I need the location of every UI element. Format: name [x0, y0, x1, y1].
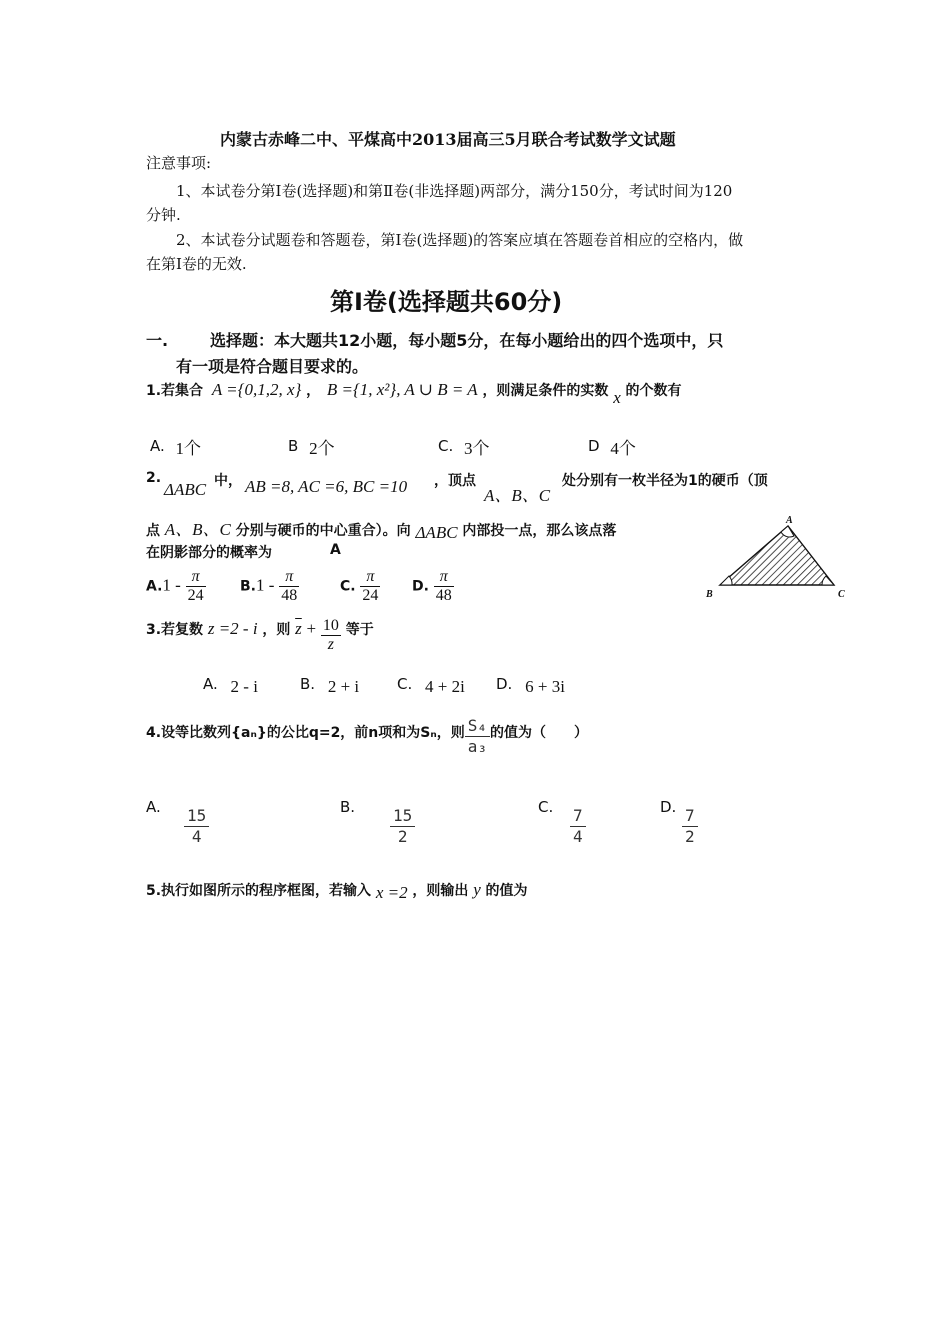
q2-line2-triangle: ΔABC: [415, 523, 458, 542]
q4-suffix: 的值为（ ）: [490, 725, 589, 741]
q2-option-a-fraction: [186, 568, 206, 605]
q5-suffix: 的值为: [485, 883, 528, 899]
q1-option-a: [150, 431, 201, 456]
q1-option-c-value: 3个: [464, 439, 490, 458]
q4-option-a-label: A.: [146, 798, 161, 816]
q2-option-d-den: 48: [435, 587, 452, 604]
q2-line2-c: 内部投一点，那么该点落: [462, 523, 617, 539]
q2-option-b-fraction: [279, 568, 299, 605]
q2-number: 2.: [146, 470, 162, 486]
q5-prefix: 5.执行如图所示的程序框图，若输入: [146, 883, 372, 899]
q2-option-b-num: π: [285, 568, 294, 585]
q2-option-d-num: π: [439, 568, 448, 585]
part-desc-line1: 选择题：本大题共12小题，每小题5分，在每小题给出的四个选项中，只: [210, 331, 724, 350]
q3-option-c-label: C.: [397, 675, 413, 693]
question-4: [146, 716, 589, 763]
q4-option-c-den: 4: [570, 826, 586, 847]
q3-prefix: 3.若复数: [146, 621, 204, 638]
q5-input: x =2: [375, 883, 408, 902]
triangle-figure: [700, 512, 860, 602]
q2-option-c-den: 24: [362, 587, 379, 604]
q2-sides: AB =8, AC =6, BC =10: [245, 477, 408, 496]
q3-option-a: [203, 674, 258, 694]
q4-fraction: [465, 716, 490, 757]
q3-option-b-label: B.: [300, 675, 316, 693]
corner-sector-b: [720, 576, 732, 585]
q2-option-d-label: D.: [412, 578, 429, 595]
q3-option-a-value: 2 - i: [230, 677, 258, 696]
notice-1-line2: 分钟.: [146, 206, 181, 224]
figure-label-b: B: [706, 589, 713, 600]
q2-option-b-label: B.: [240, 578, 256, 595]
q2-option-b: [240, 568, 299, 605]
q1-prefix: 1.若集合: [146, 383, 204, 399]
q4-option-c-fraction: [570, 806, 586, 847]
notice-1-line1: 1、本试卷分第Ⅰ卷(选择题)和第Ⅱ卷(非选择题)两部分，满分150分，考试时间为120: [176, 182, 733, 200]
q2-option-b-pre: 1 -: [256, 575, 275, 595]
q3-option-d: [496, 674, 565, 694]
q3-option-d-value: 6 + 3i: [525, 677, 565, 696]
q2-option-a-den: 24: [187, 587, 204, 604]
q4-option-a-fraction: [184, 806, 209, 847]
q2-option-a-num: π: [191, 568, 200, 585]
q1-option-b-label: B: [288, 437, 299, 455]
notice-2-line1: 2、本试卷分试题卷和答题卷，第Ⅰ卷(选择题)的答案应填在答题卷首相应的空格内，做: [176, 231, 744, 249]
q3-option-a-label: A.: [203, 675, 218, 693]
q2-option-a-pre: 1 -: [162, 575, 181, 595]
q4-option-b-num: 15: [393, 806, 413, 825]
q3-option-b: [300, 674, 359, 694]
notice-2-line2: 在第Ⅰ卷的无效.: [146, 255, 247, 273]
q1-option-d-label: D: [588, 437, 600, 455]
q1-option-c-label: C.: [438, 437, 454, 455]
triangle-shaded: [720, 526, 834, 585]
q1-option-c: [438, 431, 490, 456]
q4-option-b-label: B.: [340, 798, 356, 816]
q1-set-b: B ={1, x²}, A ∪ B = A: [326, 380, 478, 399]
q5-mid: ，则输出: [412, 883, 469, 899]
q2-option-d: [412, 568, 454, 605]
q2-answer: A: [330, 542, 341, 558]
q3-suffix: 等于: [345, 621, 374, 638]
q4-option-c-num: 7: [573, 806, 583, 825]
q2-line2: [146, 515, 616, 540]
q3-expr: z =2 - i: [207, 618, 258, 638]
section-title: 第Ⅰ卷(选择题共60分): [330, 288, 563, 316]
q1-option-b-value: 2个: [309, 439, 335, 458]
q1-option-d: [588, 431, 636, 456]
q5-var: y: [473, 880, 481, 899]
figure-label-a: A: [786, 515, 793, 526]
q2-triangle: ΔABC: [164, 480, 207, 499]
q4-option-d-fraction: [682, 806, 698, 847]
q3-option-b-value: 2 + i: [327, 677, 360, 696]
q2-mid: 中，: [214, 473, 242, 489]
question-3: [146, 617, 374, 654]
question-5: [146, 880, 528, 900]
q2-option-a: [146, 568, 206, 605]
q1-option-a-label: A.: [150, 437, 165, 455]
q2-option-c-fraction: [360, 568, 380, 605]
q1-comma: ，: [306, 383, 321, 399]
q4-den: a₃: [465, 736, 490, 757]
q2-option-a-label: A.: [146, 578, 163, 595]
q1-set-a: A ={0,1,2, x}: [211, 380, 302, 399]
q3-den: z: [321, 635, 341, 654]
q2-option-d-fraction: [434, 568, 454, 605]
q3-mid: ，则: [262, 621, 291, 638]
q1-tail: 的个数有: [625, 383, 682, 399]
q2-line2-b: 分别与硬币的中心重合）。向: [235, 523, 411, 539]
q2-line3: 在阴影部分的概率为: [146, 545, 272, 561]
q3-num: 10: [322, 617, 339, 634]
q4-num: S₄: [467, 716, 488, 735]
q1-suffix: ，则满足条件的实数: [482, 383, 609, 399]
q2-line2-a: 点: [146, 523, 160, 539]
q2-line2-abc: A、B、C: [164, 520, 231, 539]
q2-desc1: 处分别有一枚半径为1的硬币（顶: [562, 473, 768, 489]
q3-option-c-value: 4 + 2i: [425, 677, 465, 696]
figure-label-c: C: [838, 589, 845, 600]
q2-option-c-num: π: [366, 568, 375, 585]
q3-fraction: [321, 617, 341, 654]
q4-option-c-label: C.: [538, 798, 554, 816]
q4-text: 4.设等比数列{aₙ}的公比q=2，前n项和为Sₙ，则: [146, 725, 465, 741]
q2-option-c: [340, 568, 380, 605]
q4-option-d-label: D.: [660, 798, 677, 816]
q4-option-b-fraction: [390, 806, 415, 847]
q1-option-d-value: 4个: [610, 439, 636, 458]
q3-option-c: [397, 674, 465, 694]
q3-zbar: $\overline{z}$: [295, 618, 302, 638]
q4-option-b-den: 2: [390, 826, 415, 847]
q3-option-d-label: D.: [496, 675, 513, 693]
q2-option-b-den: 48: [281, 587, 298, 604]
q1-option-b: [288, 431, 335, 456]
part-number: 一.: [146, 331, 169, 350]
q1-option-a-value: 1个: [175, 439, 202, 458]
q4-option-d-num: 7: [685, 806, 695, 825]
q2-abc: A、B、C: [484, 486, 551, 505]
q4-option-a-den: 4: [184, 826, 209, 847]
q2-option-c-label: C.: [340, 578, 356, 595]
q4-option-d-den: 2: [682, 826, 698, 847]
q3-plus: +: [306, 618, 317, 638]
part-desc-line2: 有一项是符合题目要求的。: [176, 357, 369, 376]
exam-title: 内蒙古赤峰二中、平煤高中2013届高三5月联合考试数学文试题: [220, 130, 676, 149]
question-1: [146, 380, 682, 407]
notice-heading: 注意事项:: [146, 154, 212, 172]
q4-option-a-num: 15: [187, 806, 207, 825]
q1-var: x: [613, 388, 621, 407]
q2-vertex-text: ，顶点: [434, 473, 476, 489]
